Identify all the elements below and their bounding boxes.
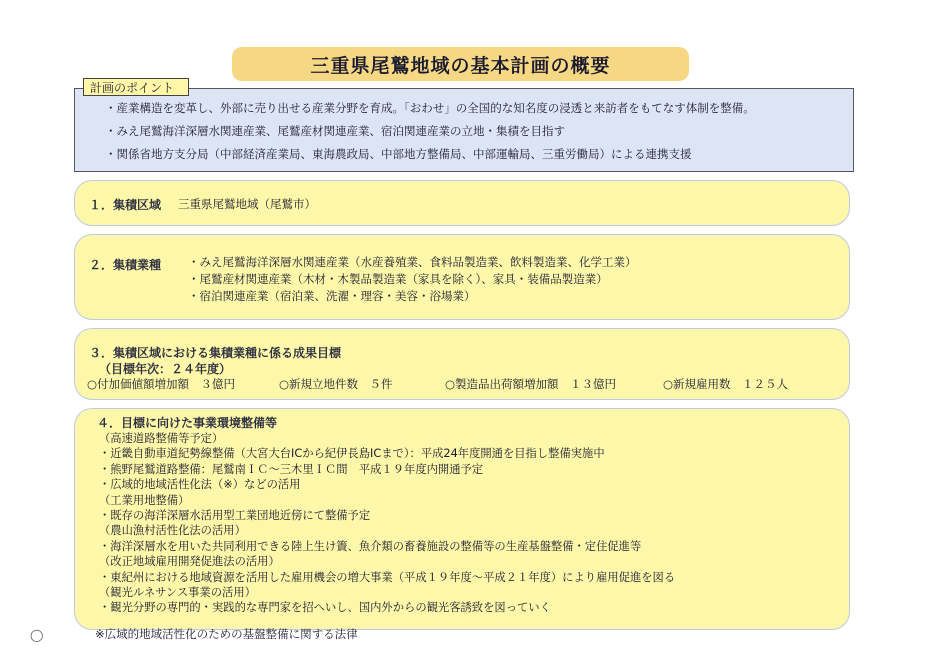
section-cluster-industries [74, 234, 850, 320]
section-targets [74, 328, 850, 400]
target-item: ○付加価値額増加額 ３億円 [87, 377, 236, 391]
environment-line: （改正地域雇用開発促進法の活用） [99, 555, 280, 569]
section3-heading: ３．集積区域における集積業種に係る成果目標 [89, 346, 342, 360]
section1-text: 三重県尾鷲地域（尾鷲市） [178, 197, 316, 211]
environment-list [99, 431, 675, 616]
scan-mark: ◯ [30, 628, 44, 642]
environment-line: ・熊野尾鷲道路整備：尾鷲南ＩＣ～三木里ＩＣ間 平成１９年度内開通予定 [99, 462, 484, 476]
point-item: ・みえ尾鷲海洋深層水関連産業、尾鷲産材関連産業、宿泊関連産業の立地・集積を目指す [105, 124, 565, 138]
environment-line: （農山漁村活性化法の活用） [99, 524, 246, 538]
footnote: ※広域的地域活性化のための基盤整備に関する法律 [95, 627, 358, 641]
plan-points-box [74, 88, 854, 172]
environment-line: ・観光分野の専門的・実践的な専門家を招へいし、国内外からの観光客誘致を図っていく [99, 601, 551, 615]
points-tag: 計画のポイント [83, 78, 189, 96]
page-title: 三重県尾鷲地域の基本計画の概要 [232, 47, 689, 81]
industry-item: ・尾鷲産材関連産業（木材・木製品製造業（家具を除く）、家具・装備品製造業） [188, 272, 608, 286]
environment-line: ・既存の海洋深層水活用型工業団地近傍にて整備予定 [99, 509, 371, 523]
section4-heading: ４．目標に向けた事業環境整備等 [97, 416, 278, 430]
section2-heading: ２．集積業種 [89, 258, 162, 272]
section-cluster-area [74, 180, 850, 226]
environment-line: （工業用地整備） [99, 493, 190, 507]
section3-subheading: （目標年次：２４年度） [99, 362, 232, 376]
point-item: ・関係省地方支分局（中部経済産業局、東海農政局、中部地方整備局、中部運輸局、三重労働局）による連携支援 [105, 147, 692, 161]
environment-line: （高速道路整備等予定） [99, 432, 224, 445]
target-item: ○新規雇用数 １２５人 [663, 377, 789, 391]
environment-line: ・海洋深層水を用いた共同利用できる陸上生け簀、魚介類の畜養施設の整備等の生産基盤整備・定住促進等 [99, 539, 642, 553]
industry-list [188, 254, 637, 305]
environment-line: ・広域的地域活性化法（※）などの活用 [99, 478, 301, 492]
section1-heading: １．集積区域 [89, 198, 162, 212]
industry-item: ・宿泊関連産業（宿泊業、洗濯・理容・美容・浴場業） [188, 289, 476, 303]
environment-line: ・近畿自動車道紀勢線整備（大宮大台ICから紀伊長島ICまで）：平成24年度開通を目指し整備実施中 [99, 447, 605, 461]
environment-line: ・東紀州における地域資源を活用した雇用機会の増大事業（平成１９年度～平成２１年度）により雇用促進を図る [99, 570, 676, 584]
target-item: ○新規立地件数 ５件 [279, 377, 393, 391]
industry-item: ・みえ尾鷲海洋深層水関連産業（水産養殖業、食料品製造業、飲料製造業、化学工業） [188, 255, 637, 269]
target-item: ○製造品出荷額増加額 １３億円 [445, 377, 617, 391]
point-item: ・産業構造を変革し、外部に売り出せる産業分野を育成。「おわせ」の全国的な知名度の浸透と来訪者をもてなす体制を整備。 [105, 101, 755, 115]
environment-line: （観光ルネサンス事業の活用） [99, 586, 256, 600]
section-environment [74, 408, 850, 630]
